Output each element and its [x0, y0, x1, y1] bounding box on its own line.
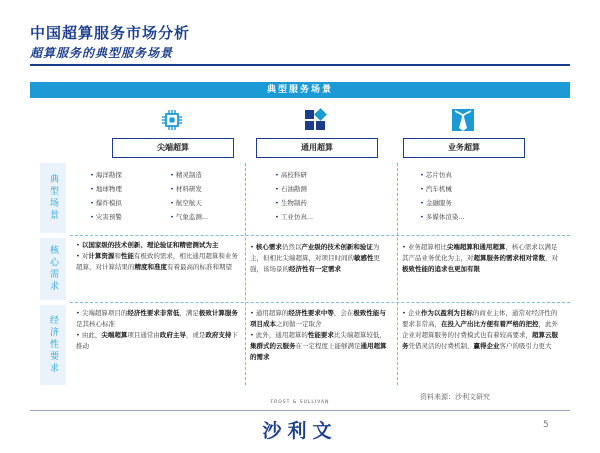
column-header-general: 通用超算	[256, 138, 378, 158]
econ-point: • 通用超算的经济性要求中等，会在极致性能与项目成本之间做一定取舍	[250, 309, 386, 328]
list-item: • 气象监测...	[170, 210, 245, 224]
needs-business	[402, 242, 562, 275]
econ-business	[402, 308, 562, 352]
scene-list-general	[275, 168, 385, 224]
list-item: • 芯片仿真	[420, 168, 550, 182]
section-banner: 典型服务场景	[30, 82, 570, 98]
list-item: • 金融服务	[420, 196, 550, 210]
list-item: • 灾害预警	[90, 210, 165, 224]
needs-point: • 以国家级的技术创新、理论验证和精密测试为主	[76, 241, 219, 249]
row-divider	[70, 302, 570, 303]
footer-rule	[30, 410, 570, 411]
econ-general	[250, 308, 392, 363]
needs-general	[250, 242, 392, 275]
scene-list-business	[420, 168, 550, 224]
scene-list-cutting-edge-b	[170, 168, 245, 224]
list-item: • 精灵制造	[170, 168, 245, 182]
logo-tagline: FROST & SULLIVAN	[270, 400, 330, 405]
needs-point: • 业务超算相比尖端超算和通用超算，核心需求以满足其产品业务优化为主，对超算服务的需求相对常数，对极致性能的追求也更加有限	[402, 243, 558, 273]
list-item: • 汽车机械	[420, 182, 550, 196]
list-item: • 生物制药	[275, 196, 385, 210]
needs-point: • 对计算资源和性能有极致的需求，相比通用超算和业务超算，对计算结果的精度和准度有着最高的标准和期望	[76, 252, 238, 271]
logo: 沙利文	[262, 420, 338, 442]
title-rule	[30, 64, 570, 66]
row-label-needs: 核心需求	[40, 238, 66, 300]
list-item: • 材料研发	[170, 182, 245, 196]
column-divider	[397, 163, 398, 385]
list-item: • 爆炸模拟	[90, 196, 165, 210]
chip-icon	[160, 108, 184, 132]
row-divider	[70, 235, 570, 236]
econ-cutting-edge	[76, 308, 240, 352]
column-header-business: 业务超算	[403, 138, 525, 158]
page-title: 中国超算服务市场分析	[30, 24, 191, 42]
source-note: 资料来源：沙利文研究	[420, 393, 490, 401]
list-item: • 地球物理	[90, 182, 165, 196]
econ-point: • 此外，通用超算的性能要求比尖端超算较低，集群式的云服务在一定程度上能够满足通用超算的需求	[250, 331, 387, 361]
page-subtitle: 超算服务的典型服务场景	[30, 46, 174, 60]
list-item: • 工业仿真...	[275, 210, 385, 224]
grid-icon	[303, 108, 327, 132]
list-item: • 多媒体渲染...	[420, 210, 550, 224]
list-item: • 石油勘测	[275, 182, 385, 196]
needs-cutting-edge	[76, 240, 240, 273]
econ-point: • 尖端超算项目的经济性要求非常低，满足极致计算服务是其核心标准	[76, 309, 238, 328]
column-divider	[245, 163, 246, 385]
row-label-scenes: 典型场景	[40, 163, 66, 233]
needs-point: • 核心需求仍然以产业级的技术创新和验证为主，但相比尖端超算，对项目时间的敏感性更强，该场景的经济性有一定需求	[250, 243, 380, 273]
list-item: • 高校科研	[275, 168, 385, 182]
econ-point: • 由此，尖端超算项目通常由政府主导，或是政府支持下推动	[76, 331, 238, 350]
list-item: • 航空航天	[170, 196, 245, 210]
econ-point: • 企业作为以盈利为目标的商业主体，通常对经济性的要求非常高，在投入产出比方便有着严格的把控，此外企业对超算服务的付费模式也有着较高要求，超算云服务凭借灵活的付费机制，赢得企业客户的吸引力更大	[402, 309, 558, 350]
page-number: 5	[543, 420, 549, 430]
scene-list-cutting-edge-a	[90, 168, 165, 224]
list-item: • 海洋勘探	[90, 168, 165, 182]
row-label-economics: 经济性要求	[40, 305, 66, 385]
tie-icon	[451, 108, 475, 132]
column-header-cutting-edge: 尖端超算	[112, 138, 234, 158]
